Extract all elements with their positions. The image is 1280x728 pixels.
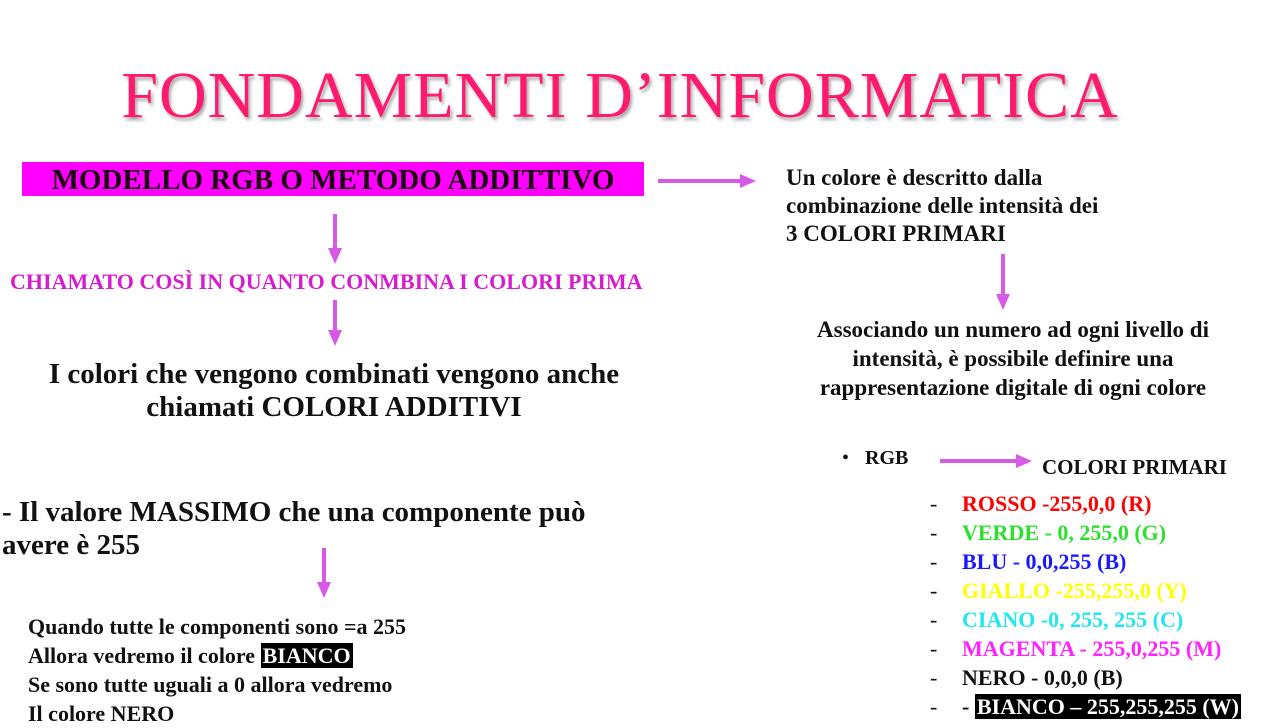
color-blue-text: BLU - 0,0,255 (B) [962,549,1127,574]
additive-line-2: chiamati COLORI ADDITIVI [146,391,522,423]
color-magenta-text: MAGENTA - 255,0,255 (M) [962,636,1222,661]
color-item-magenta [930,634,1241,663]
list-dash: - [930,549,938,574]
page-title: FONDAMENTI D’INFORMATICA [121,59,1119,132]
black-line-2: Il colore NERO [28,701,175,726]
list-dash: - [930,636,938,661]
color-item-blue [930,547,1241,576]
arrow-right-icon [656,172,758,190]
list-dash: - [930,491,938,516]
max-value-line-2: avere è 255 [2,529,140,561]
arrow-down-icon [326,298,344,348]
arrow-down-icon [315,546,333,600]
color-item-red [930,489,1241,518]
assoc-line-1: Associando un numero ad ogni livello di [817,317,1209,342]
color-cyan-text: CIANO -0, 255, 255 (C) [962,607,1184,632]
digital-representation-text [778,315,1248,402]
white-line-2-prefix: Allora vedremo il colore [28,643,256,668]
color-item-white [930,692,1241,721]
list-dash: - [930,694,938,719]
color-item-green [930,518,1241,547]
additive-line-1: I colori che vengono combinati vengono anche [48,358,620,390]
list-dash: - [930,607,938,632]
color-black-text: NERO - 0,0,0 (B) [962,665,1123,690]
white-black-explanation [28,612,406,728]
list-dash: - [930,665,938,690]
additive-colors-text [10,358,658,424]
white-prefix-dash: - [962,694,970,719]
desc-line-2: combinazione delle intensità dei [786,193,1099,218]
arrow-down-icon [994,252,1012,312]
assoc-line-3: rappresentazione digitale di ogni colore [819,375,1207,400]
black-line-1: Se sono tutte uguali a 0 allora vedremo [28,672,393,697]
rgb-label: RGB [865,447,909,469]
white-line-2 [28,641,406,670]
color-item-cyan [930,605,1241,634]
primary-colors-label: COLORI PRIMARI [1042,455,1227,479]
bullet-dot: • [842,447,850,469]
color-red-text: ROSSO -255,0,0 (R) [962,491,1152,516]
desc-line-3: 3 COLORI PRIMARI [786,221,1006,246]
color-green-text: VERDE - 0, 255,0 (G) [962,520,1167,545]
desc-line-1: Un colore è descritto dalla [786,165,1043,190]
model-explanation-subheading: CHIAMATO COSÌ IN QUANTO CONMBINA I COLORI PRIMA [10,269,643,294]
arrow-right-icon [938,452,1034,470]
assoc-line-2: intensità, è possibile definire una [852,346,1174,371]
rgb-bullet [842,447,908,470]
max-value-line-1: - Il valore MASSIMO che una componente può [2,496,586,528]
color-item-black [930,663,1241,692]
arrow-down-icon [326,212,344,266]
color-description [786,164,1266,248]
rgb-model-heading: MODELLO RGB O METODO ADDITTIVO [22,162,644,196]
list-dash: - [930,578,938,603]
color-white-highlight: BIANCO – 255,255,255 (W) [976,694,1239,719]
color-yellow-text: GIALLO -255,255,0 (Y) [962,578,1187,603]
white-line-1: Quando tutte le componenti sono =a 255 [28,614,407,639]
bianco-highlight: BIANCO [262,643,351,668]
color-item-yellow [930,576,1241,605]
list-dash: - [930,520,938,545]
primary-colors-list [930,489,1241,721]
